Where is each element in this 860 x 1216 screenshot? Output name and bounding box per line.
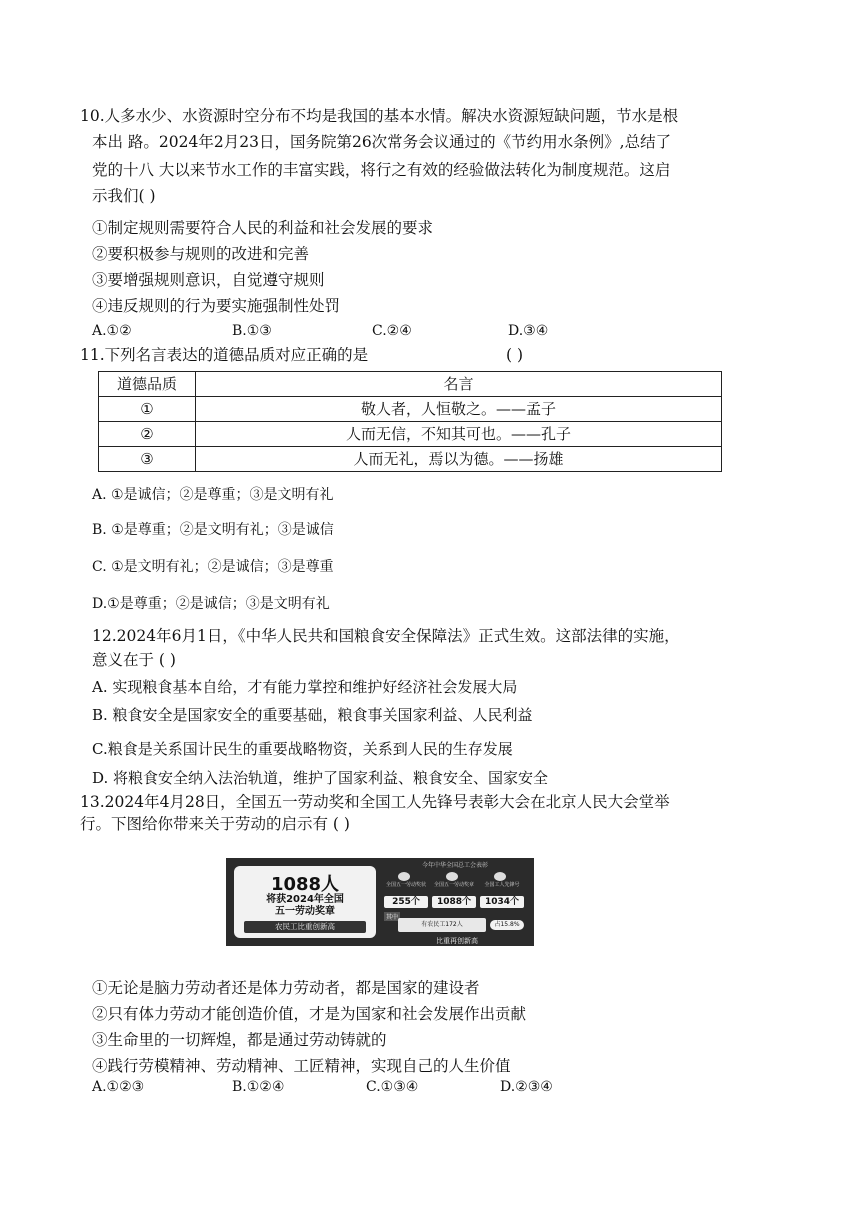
infographic-headline-panel xyxy=(234,866,376,938)
table-cell: ① xyxy=(99,397,196,422)
q13-option-c[interactable]: C.①③④ xyxy=(366,1079,419,1095)
q10-stem-line-2: 本出 路。2024年2月23日，国务院第26次常务会议通过的《节约用水条例》,总结了 xyxy=(92,133,672,151)
q13-option-d[interactable]: D.②③④ xyxy=(500,1079,553,1095)
q13-option-a[interactable]: A.①②③ xyxy=(92,1079,145,1095)
q11-option-a[interactable]: A. ①是诚信；②是尊重；③是文明有礼 xyxy=(92,487,334,503)
q13-stem-line-1: 13.2024年4月28日，全国五一劳动奖和全国工人先锋号表彰大会在北京人民大会堂举 xyxy=(80,793,670,811)
stat-cell-award-medal xyxy=(432,872,476,896)
infographic-big-number: 1088人 xyxy=(270,874,340,895)
infographic-tagline: 农民工比重创新高 xyxy=(244,921,366,933)
table-row xyxy=(99,422,722,447)
q11-table xyxy=(98,371,722,472)
q10-item-1: ①制定规则需要符合人民的利益和社会发展的要求 xyxy=(92,219,434,237)
among-badge: 其中 xyxy=(386,914,399,921)
migrant-worker-percent: 占15.8% xyxy=(490,920,524,930)
q11-stem: 11.下列名言表达的道德品质对应正确的是 xyxy=(80,346,369,364)
q10-stem-line-4: 示我们( ) xyxy=(92,187,156,205)
medal-icon xyxy=(446,872,458,881)
stat-cell-pioneer xyxy=(480,872,524,896)
q13-item-3: ③生命里的一切辉煌，都是通过劳动铸就的 xyxy=(92,1031,387,1049)
infographic-subtitle xyxy=(242,894,368,918)
q10-option-a[interactable]: A.①② xyxy=(92,323,132,339)
q12-option-b[interactable]: B. 粮食安全是国家安全的重要基础，粮食事关国家利益、人民利益 xyxy=(92,706,533,724)
q13-stem-line-2: 行。下图给你带来关于劳动的启示有 ( ) xyxy=(80,815,350,833)
q11-option-c[interactable]: C. ①是文明有礼；②是诚信；③是尊重 xyxy=(92,559,334,575)
stat-label: 全国工人先锋号 xyxy=(484,882,520,888)
table-cell: ③ xyxy=(99,447,196,472)
infographic-footer: 比重再创新高 xyxy=(436,937,478,945)
stat-cell-award-certificate xyxy=(384,872,428,896)
q10-stem-line-3: 党的十八 大以来节水工作的丰富实践，将行之有效的经验做法转化为制度规范。这启 xyxy=(92,161,671,179)
q10-stem-line-1: 10.人多水少、水资源时空分布不均是我国的基本水情。解决水资源短缺问题，节水是根 xyxy=(80,107,679,125)
table-row xyxy=(99,447,722,472)
q10-option-d[interactable]: D.③④ xyxy=(508,323,549,339)
q12-stem-line-1: 12.2024年6月1日，《中华人民共和国粮食安全保障法》正式生效。这部法律的实施， xyxy=(92,627,680,645)
table-cell: ② xyxy=(99,422,196,447)
q13-item-1: ①无论是脑力劳动者还是体力劳动者，都是国家的建设者 xyxy=(92,979,480,997)
infographic-subtitle-line-1: 将获2024年全国 xyxy=(266,894,344,905)
q13-option-b[interactable]: B.①②④ xyxy=(232,1079,285,1095)
q10-item-3: ③要增强规则意识，自觉遵守规则 xyxy=(92,271,325,289)
q11-answer-paren: ( ) xyxy=(506,346,524,364)
medal-icon xyxy=(398,872,410,881)
q12-option-a[interactable]: A. 实现粮食基本自给，才有能力掌控和维护好经济社会发展大局 xyxy=(92,678,518,696)
stat-label: 全国五一劳动奖章 xyxy=(433,882,474,888)
q12-option-d[interactable]: D. 将粮食安全纳入法治轨道，维护了国家利益、粮食安全、国家安全 xyxy=(92,769,549,787)
q10-option-c[interactable]: C.②④ xyxy=(372,323,412,339)
q12-option-c[interactable]: C.粮食是关系国计民生的重要战略物资，关系到人民的生存发展 xyxy=(92,740,513,758)
q13-item-4: ④践行劳模精神、劳动精神、工匠精神，实现自己的人生价值 xyxy=(92,1057,511,1075)
table-cell: 人而无信，不知其可也。——孔子 xyxy=(196,422,722,447)
infographic-stats-panel xyxy=(382,860,528,944)
q10-item-2: ②要积极参与规则的改进和完善 xyxy=(92,245,310,263)
infographic-header: 今年中华全国总工会表彰 xyxy=(421,862,488,869)
q11-option-d[interactable]: D.①是尊重；②是诚信；③是文明有礼 xyxy=(92,596,330,612)
q11-option-b[interactable]: B. ①是尊重；②是文明有礼；③是诚信 xyxy=(92,522,334,538)
table-header-cell: 道德品质 xyxy=(99,372,196,397)
table-header-row xyxy=(99,372,722,397)
q13-item-2: ②只有体力劳动才能创造价值，才是为国家和社会发展作出贡献 xyxy=(92,1005,527,1023)
q12-stem-line-2: 意义在于 ( ) xyxy=(92,651,176,669)
stat-value: 1088个 xyxy=(432,896,476,908)
stat-value: 255个 xyxy=(384,896,428,908)
table-cell: 敬人者，人恒敬之。——孟子 xyxy=(196,397,722,422)
q10-option-b[interactable]: B.①③ xyxy=(232,323,272,339)
stat-value: 1034个 xyxy=(480,896,524,908)
labor-award-infographic xyxy=(226,858,534,946)
stat-label: 全国五一劳动奖状 xyxy=(385,882,426,888)
q10-item-4: ④违反规则的行为要实施强制性处罚 xyxy=(92,297,341,315)
table-header-cell: 名言 xyxy=(196,372,722,397)
flag-icon xyxy=(494,872,506,881)
table-cell: 人而无礼，焉以为德。——扬雄 xyxy=(196,447,722,472)
infographic-subtitle-line-2: 五一劳动奖章 xyxy=(275,906,335,917)
table-row xyxy=(99,397,722,422)
migrant-worker-count: 有农民工172人 xyxy=(398,918,486,932)
